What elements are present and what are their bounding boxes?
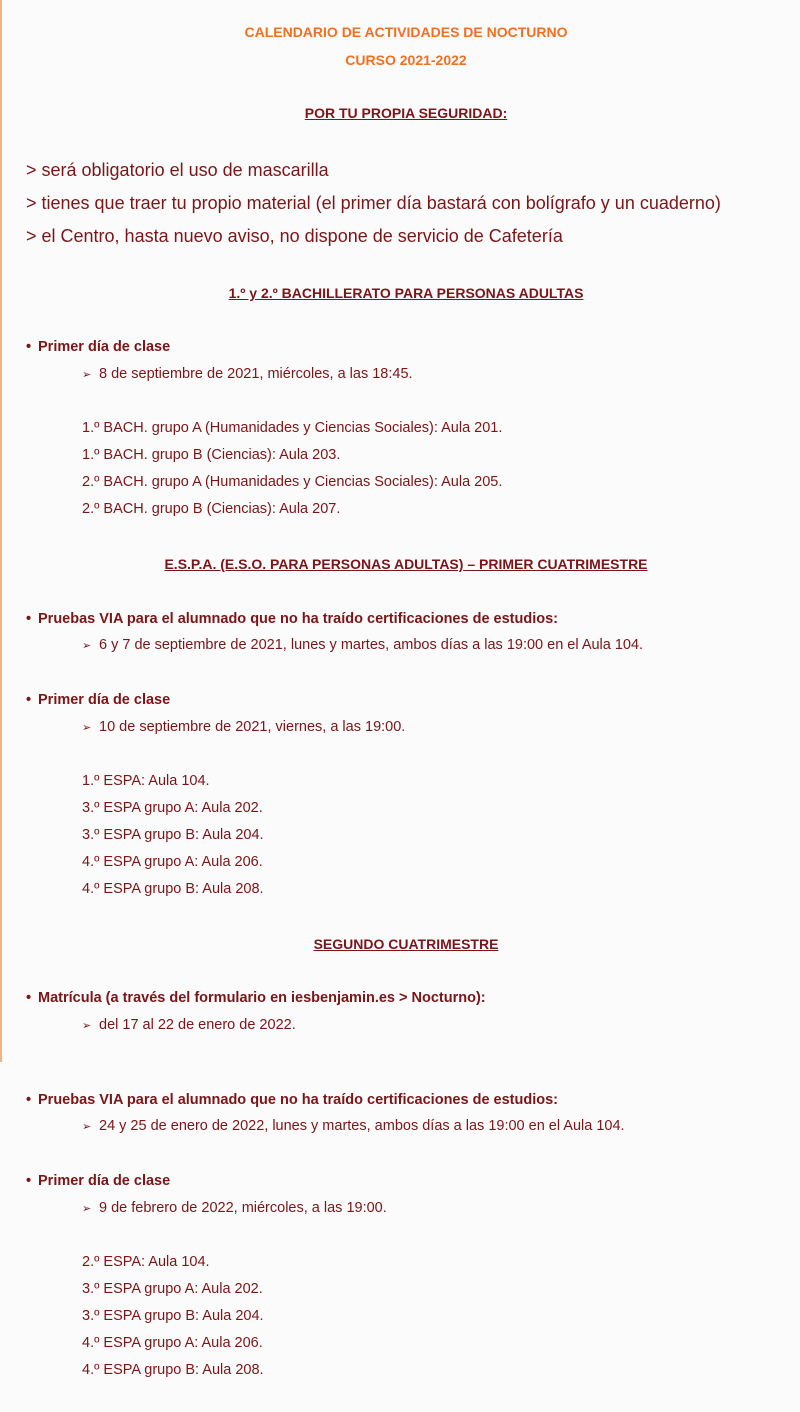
- bullet-icon: •: [26, 1092, 32, 1108]
- espa1-room: 4.º ESPA grupo A: Aula 206.: [82, 854, 263, 870]
- bach-first-day-label: • Primer día de clase: [26, 339, 171, 355]
- arrow-bullet-icon: ➢: [82, 1020, 92, 1032]
- espa1-room: 4.º ESPA grupo B: Aula 208.: [82, 881, 264, 897]
- espa2-room: 3.º ESPA grupo B: Aula 204.: [82, 1308, 264, 1324]
- bach-room: 2.º BACH. grupo B (Ciencias): Aula 207.: [82, 501, 341, 517]
- espa2-room: 3.º ESPA grupo A: Aula 202.: [82, 1281, 263, 1297]
- espa2-via-date: ➢ 24 y 25 de enero de 2022, lunes y martes, ambos días a las 19:00 en el Aula 104.: [82, 1118, 625, 1134]
- espa2-via-label: • Pruebas VIA para el alumnado que no ha traído certificaciones de estudios:: [26, 1092, 558, 1108]
- bach-room: 2.º BACH. grupo A (Humanidades y Ciencias Sociales): Aula 205.: [82, 474, 503, 490]
- page-title: CALENDARIO DE ACTIVIDADES DE NOCTURNO: [244, 24, 568, 40]
- arrow-bullet-icon: ➢: [82, 1121, 92, 1133]
- espa2-enroll-date: ➢ del 17 al 22 de enero de 2022.: [82, 1017, 296, 1033]
- espa1-room: 3.º ESPA grupo A: Aula 202.: [82, 800, 263, 816]
- bullet-icon: •: [26, 692, 32, 708]
- bullet-icon: •: [26, 990, 32, 1006]
- safety-item: > el Centro, hasta nuevo aviso, no dispone de servicio de Cafetería: [26, 226, 563, 246]
- espa2-first-day-label: • Primer día de clase: [26, 1173, 171, 1189]
- safety-item: > será obligatorio el uso de mascarilla: [26, 160, 329, 180]
- bach-room: 1.º BACH. grupo B (Ciencias): Aula 203.: [82, 447, 341, 463]
- arrow-bullet-icon: ➢: [82, 640, 92, 652]
- bachillerato-heading: 1.º y 2.º BACHILLERATO PARA PERSONAS ADULTAS: [228, 285, 584, 301]
- arrow-bullet-icon: ➢: [82, 1203, 92, 1215]
- espa1-via-label: • Pruebas VIA para el alumnado que no ha traído certificaciones de estudios:: [26, 611, 558, 627]
- espa1-room: 1.º ESPA: Aula 104.: [82, 773, 210, 789]
- arrow-bullet-icon: ➢: [82, 369, 92, 381]
- espa2-room: 4.º ESPA grupo B: Aula 208.: [82, 1362, 264, 1378]
- arrow-bullet-icon: ➢: [82, 722, 92, 734]
- espa1-room: 3.º ESPA grupo B: Aula 204.: [82, 827, 264, 843]
- left-margin-rule: [0, 0, 2, 1062]
- bullet-icon: •: [26, 611, 32, 627]
- espa1-via-date: ➢ 6 y 7 de septiembre de 2021, lunes y martes, ambos días a las 19:00 en el Aula 104.: [82, 637, 644, 653]
- safety-heading: POR TU PROPIA SEGURIDAD:: [304, 105, 508, 121]
- espa1-first-day-label: • Primer día de clase: [26, 692, 171, 708]
- espa1-heading: E.S.P.A. (E.S.O. PARA PERSONAS ADULTAS) – PRIMER CUATRIMESTRE: [164, 556, 648, 572]
- bullet-icon: •: [26, 339, 32, 355]
- bach-first-day-date: ➢ 8 de septiembre de 2021, miércoles, a las 18:45.: [82, 366, 413, 382]
- espa2-heading: SEGUNDO CUATRIMESTRE: [313, 936, 499, 952]
- espa2-room: 4.º ESPA grupo A: Aula 206.: [82, 1335, 263, 1351]
- espa2-room: 2.º ESPA: Aula 104.: [82, 1254, 210, 1270]
- page-subtitle: CURSO 2021-2022: [345, 52, 467, 68]
- bullet-icon: •: [26, 1173, 32, 1189]
- espa2-first-day-date: ➢ 9 de febrero de 2022, miércoles, a las 19:00.: [82, 1200, 387, 1216]
- espa1-first-day-date: ➢ 10 de septiembre de 2021, viernes, a las 19:00.: [82, 719, 406, 735]
- safety-item: > tienes que traer tu propio material (el primer día bastará con bolígrafo y un cuaderno): [26, 193, 721, 213]
- espa2-enroll-label: • Matrícula (a través del formulario en iesbenjamin.es > Nocturno):: [26, 990, 486, 1006]
- bach-room: 1.º BACH. grupo A (Humanidades y Ciencias Sociales): Aula 201.: [82, 420, 503, 436]
